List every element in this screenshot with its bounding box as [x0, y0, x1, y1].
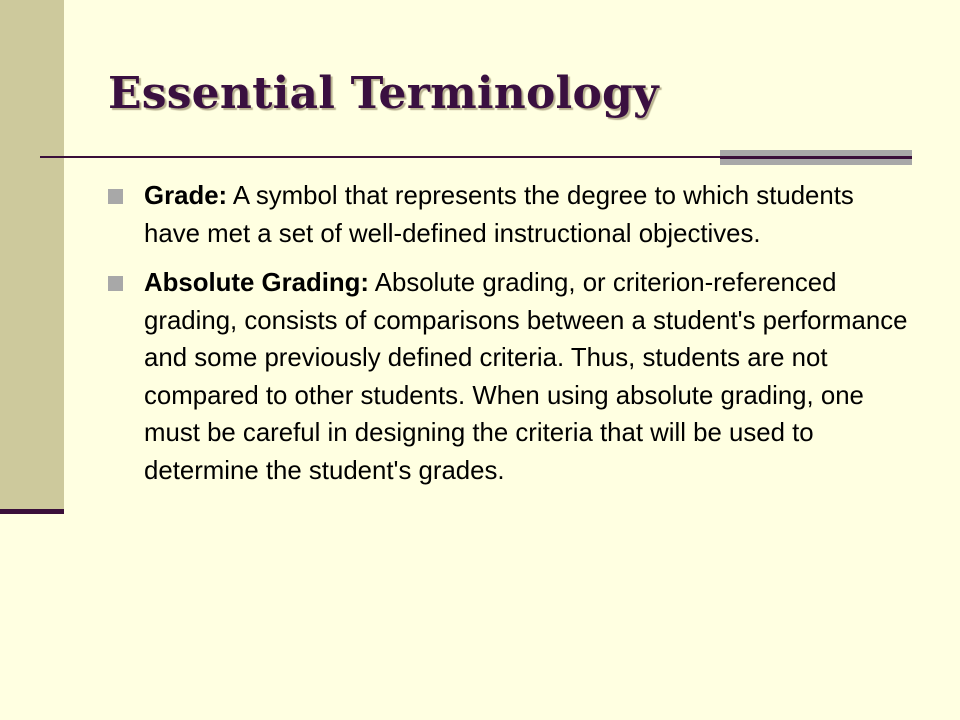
title-underline-accent-line — [720, 156, 912, 159]
bullet-item-grade — [108, 178, 908, 253]
bullet-text: Absolute grading, or criterion-referenced grading, consists of comparisons between a student's performance and some previously defined criteria. Thus, students are not compared to other students. When using absolute grading, one must be careful in designing the criteria that will be used to determine the student's grades. — [144, 269, 908, 485]
square-bullet-icon — [108, 189, 123, 204]
bullet-term: Grade: — [144, 182, 228, 210]
bullet-list — [108, 178, 908, 502]
title-underline — [40, 156, 720, 158]
bullet-term: Absolute Grading: — [144, 269, 370, 297]
slide-title: Essential Terminology — [108, 68, 659, 119]
left-accent-line — [0, 509, 64, 514]
bullet-item-absolute-grading — [108, 265, 908, 490]
left-decorative-band — [0, 0, 64, 510]
bullet-text: A symbol that represents the degree to which students have met a set of well-defined instructional objectives. — [144, 182, 854, 248]
square-bullet-icon — [108, 276, 123, 291]
